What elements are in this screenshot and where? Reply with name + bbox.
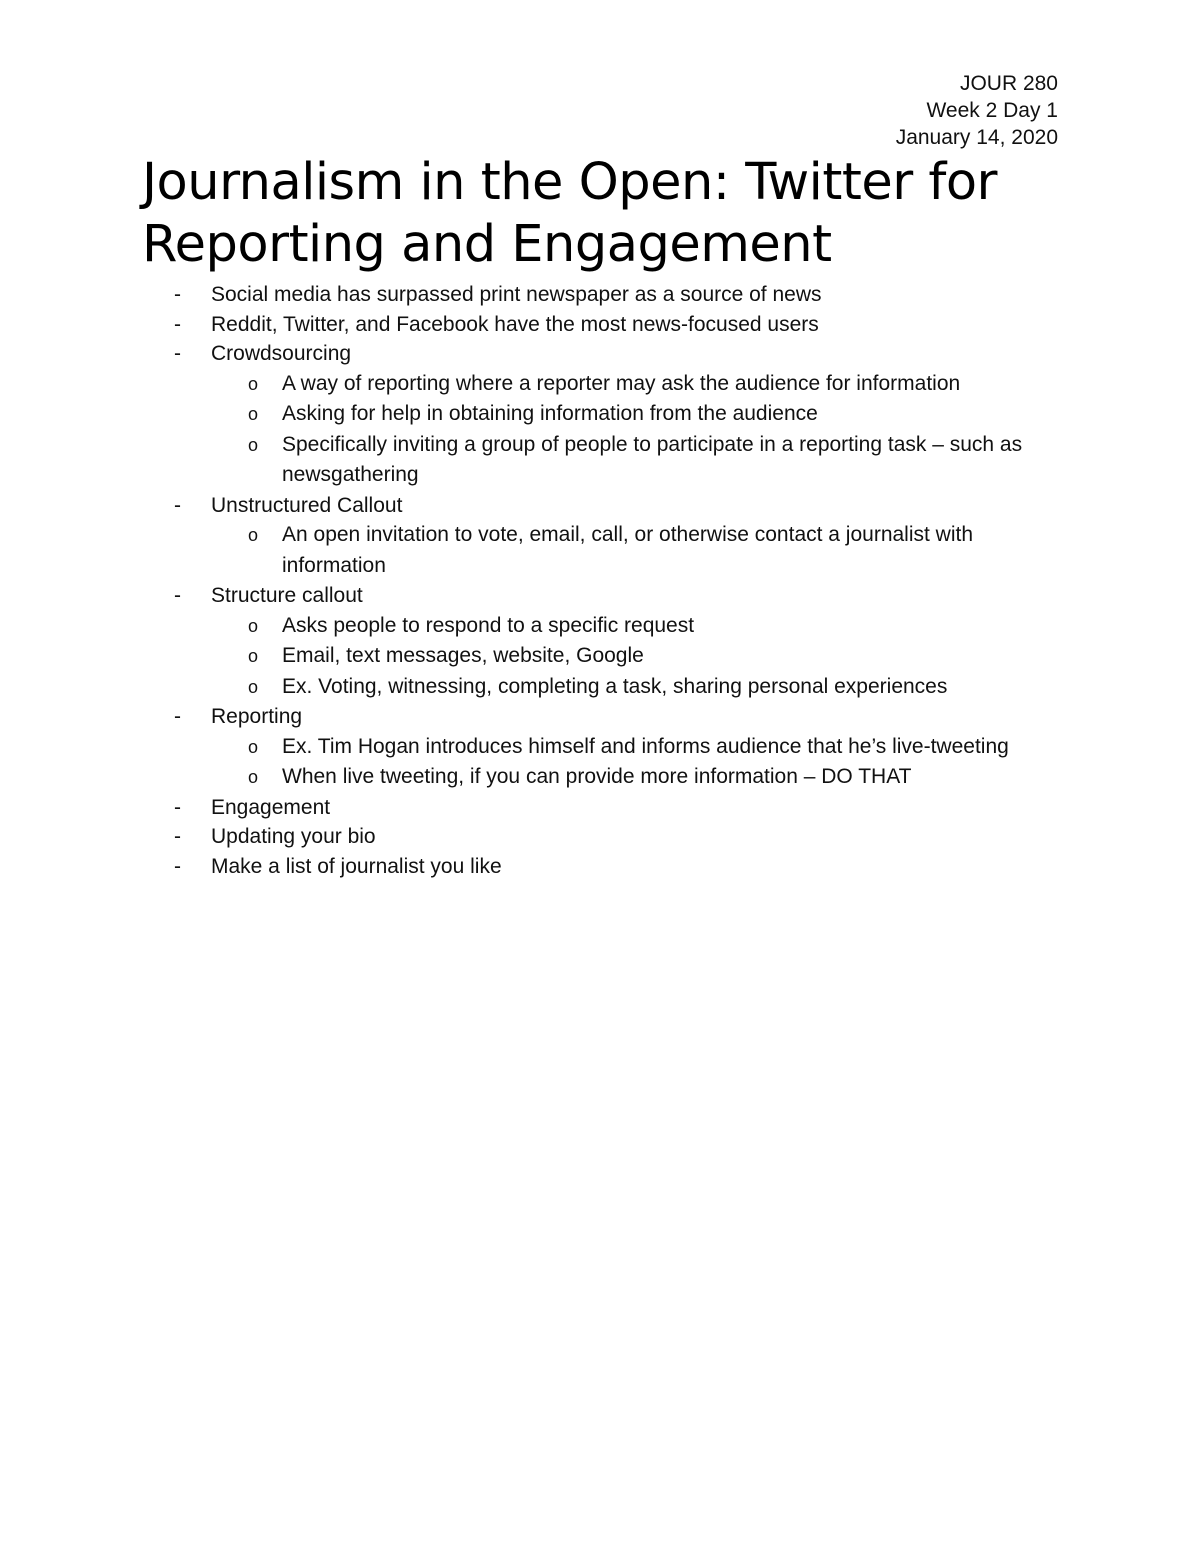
note-text: Updating your bio xyxy=(211,825,376,848)
note-text: Reddit, Twitter, and Facebook have the most news-focused users xyxy=(211,312,819,336)
note-subitem xyxy=(170,430,1072,491)
circle-bullet-icon: o xyxy=(248,525,259,545)
dash-bullet-icon: - xyxy=(174,312,181,336)
note-subitem xyxy=(170,369,1072,400)
dash-bullet-icon: - xyxy=(174,854,181,878)
note-item xyxy=(170,581,1070,611)
notes-list xyxy=(170,280,1070,881)
subnote-text: Ex. Voting, witnessing, completing a task, sharing personal experiences xyxy=(282,674,948,698)
dash-bullet-icon: - xyxy=(174,584,181,607)
note-subitem xyxy=(170,611,1072,642)
session-label: Week 2 Day 1 xyxy=(926,99,1058,122)
course-code: JOUR 280 xyxy=(959,72,1058,95)
subnote-text: Asking for help in obtaining information from the audience xyxy=(282,402,818,425)
note-item xyxy=(170,491,1070,521)
subnote-text: Ex. Tim Hogan introduces himself and informs audience that he’s live-tweeting xyxy=(282,734,1009,758)
note-item xyxy=(170,822,1070,852)
subnote-text: When live tweeting, if you can provide more information – DO THAT xyxy=(282,765,912,788)
header-block xyxy=(896,70,1058,151)
dash-bullet-icon: - xyxy=(174,493,181,517)
note-item xyxy=(170,793,1070,823)
dash-bullet-icon: - xyxy=(174,795,181,819)
note-text: Make a list of journalist you like xyxy=(211,854,502,878)
dash-bullet-icon: - xyxy=(174,283,181,306)
document-title: Journalism in the Open: Twitter for Reporting and Engagement xyxy=(142,153,998,274)
note-subitem xyxy=(170,399,1072,430)
circle-bullet-icon: o xyxy=(248,676,259,697)
subnote-text: A way of reporting where a reporter may ask the audience for information xyxy=(282,371,961,395)
dash-bullet-icon: - xyxy=(174,705,181,728)
circle-bullet-icon: o xyxy=(248,434,259,455)
note-text: Reporting xyxy=(211,705,303,728)
circle-bullet-icon: o xyxy=(248,615,259,636)
circle-bullet-icon: o xyxy=(248,736,259,757)
circle-bullet-icon: o xyxy=(248,373,259,394)
circle-bullet-icon: o xyxy=(248,767,259,787)
note-subitem xyxy=(170,762,1072,793)
subnote-text: Email, text messages, website, Google xyxy=(282,644,644,667)
note-item xyxy=(170,339,1070,369)
note-subitem xyxy=(170,672,1072,703)
note-subitem xyxy=(170,520,1072,581)
dash-bullet-icon: - xyxy=(174,342,181,365)
note-item xyxy=(170,280,1070,310)
note-text: Crowdsourcing xyxy=(211,342,352,365)
note-subitem xyxy=(170,732,1072,763)
subnote-text: An open invitation to vote, email, call, or otherwise contact a journalist with information xyxy=(282,523,974,577)
note-text: Engagement xyxy=(211,795,331,819)
circle-bullet-icon: o xyxy=(248,404,259,424)
circle-bullet-icon: o xyxy=(248,646,259,666)
subnote-text: Asks people to respond to a specific request xyxy=(282,613,695,637)
note-text: Structure callout xyxy=(211,584,363,607)
note-item xyxy=(170,702,1070,732)
note-text: Unstructured Callout xyxy=(211,493,403,517)
note-text: Social media has surpassed print newspaper as a source of news xyxy=(211,283,822,306)
note-item xyxy=(170,310,1070,340)
note-subitem xyxy=(170,641,1072,672)
subnote-text: Specifically inviting a group of people to participate in a reporting task – such as newsgathering xyxy=(282,432,1023,486)
note-item xyxy=(170,852,1070,882)
dash-bullet-icon: - xyxy=(174,825,181,848)
date-label: January 14, 2020 xyxy=(895,126,1058,149)
